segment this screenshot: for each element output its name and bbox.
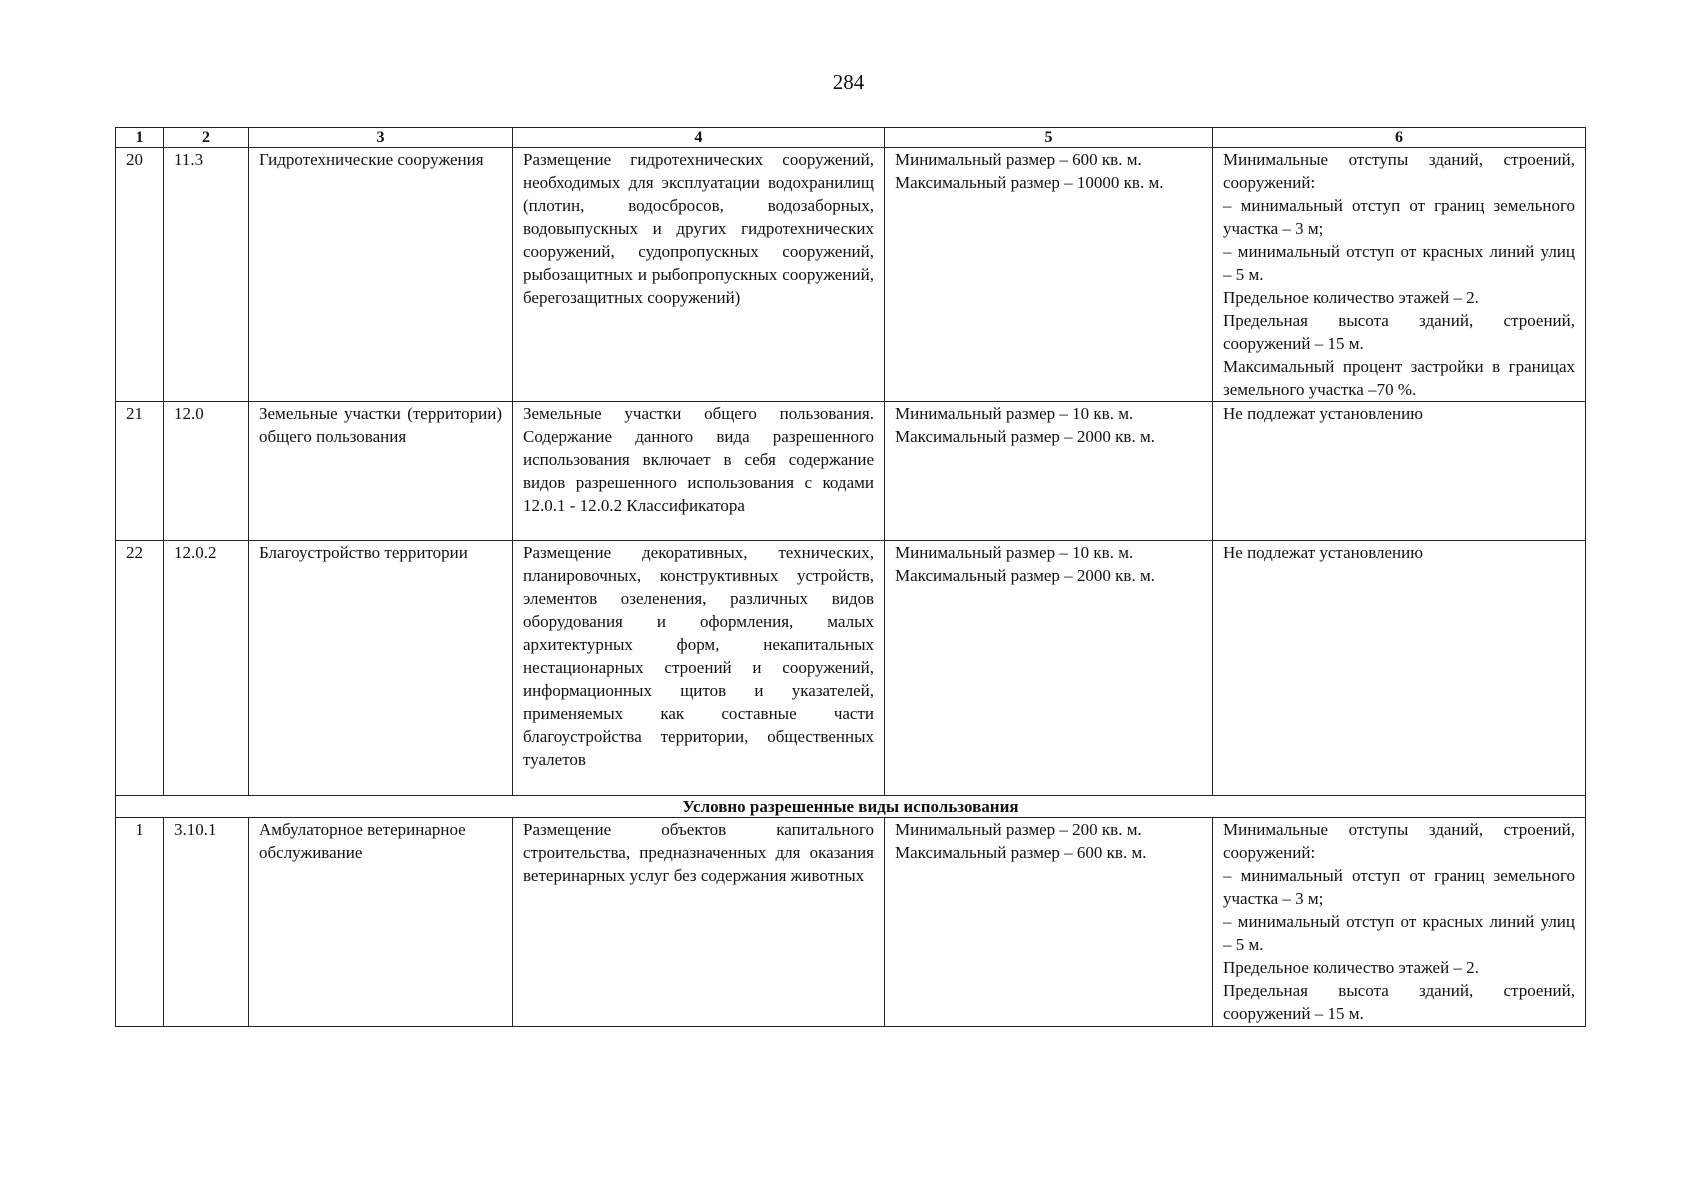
plot-size (885, 818, 1213, 1027)
page-number: 284 (832, 70, 865, 94)
column-header-4: 4 (513, 128, 885, 148)
table-row (116, 541, 1586, 796)
use-description: Размещение гидротехнических сооружений, необходимых для эксплуатации водохранилищ (плотин, водосбросов, водозаборных, водовыпускных и других гидротехнических сооружений, судопропускных сооружений, рыбозащитных и рыбопропускных сооружений, берегозащитных сооружений) (513, 148, 885, 402)
table-row (116, 402, 1586, 541)
param-line: – минимальный отступ от границ земельного участка – 3 м; (1223, 196, 1575, 238)
param-line: Минимальные отступы зданий, строений, сооружений: (1223, 150, 1575, 192)
plot-size-min: Минимальный размер – 10 кв. м. (895, 404, 1134, 423)
use-code: 12.0.2 (164, 541, 249, 796)
row-number: 1 (116, 818, 164, 1027)
row-number: 21 (116, 402, 164, 541)
use-description: Размещение объектов капитального строительства, предназначенных для оказания ветеринарных услуг без содержания животных (513, 818, 885, 1027)
use-name: Гидротехнические сооружения (249, 148, 513, 402)
use-name: Благоустройство территории (249, 541, 513, 796)
column-header-2: 2 (164, 128, 249, 148)
plot-size (885, 541, 1213, 796)
row-number: 20 (116, 148, 164, 402)
use-name: Земельные участки (территории) общего пользования (249, 402, 513, 541)
param-line: Предельная высота зданий, строений, сооружений – 15 м. (1223, 981, 1575, 1023)
build-params (1213, 148, 1586, 402)
plot-size-min: Минимальный размер – 10 кв. м. (895, 543, 1134, 562)
build-params (1213, 818, 1586, 1027)
plot-size-min: Минимальный размер – 200 кв. м. (895, 820, 1142, 839)
param-line: Не подлежат установлению (1223, 404, 1423, 423)
column-header-5: 5 (885, 128, 1213, 148)
plot-size-min: Минимальный размер – 600 кв. м. (895, 150, 1142, 169)
use-code: 11.3 (164, 148, 249, 402)
use-code: 3.10.1 (164, 818, 249, 1027)
section-heading-row (116, 796, 1586, 818)
plot-size-max: Максимальный размер – 10000 кв. м. (895, 173, 1164, 192)
land-use-table (115, 127, 1586, 1027)
section-heading: Условно разрешенные виды использования (116, 796, 1586, 818)
param-line: Предельная высота зданий, строений, сооружений – 15 м. (1223, 311, 1575, 353)
column-header-3: 3 (249, 128, 513, 148)
plot-size (885, 148, 1213, 402)
use-description: Размещение декоративных, технических, планировочных, конструктивных устройств, элементов озеленения, различных видов оборудования и оформления, малых архитектурных форм, некапитальных нестационарных строений и сооружений, информационных щитов и указателей, применяемых как составные части благоустройства территории, общественных туалетов (513, 541, 885, 796)
param-line: Максимальный процент застройки в границах земельного участка –70 %. (1223, 357, 1575, 399)
param-line: Не подлежат установлению (1223, 543, 1423, 562)
column-header-1: 1 (116, 128, 164, 148)
plot-size-max: Максимальный размер – 2000 кв. м. (895, 566, 1155, 585)
use-name: Амбулаторное ветеринарное обслуживание (249, 818, 513, 1027)
param-line: – минимальный отступ от красных линий улиц – 5 м. (1223, 912, 1575, 954)
column-number-row (116, 128, 1586, 148)
param-line: Предельное количество этажей – 2. (1223, 288, 1479, 307)
param-line: – минимальный отступ от красных линий улиц – 5 м. (1223, 242, 1575, 284)
param-line: Предельное количество этажей – 2. (1223, 958, 1479, 977)
build-params (1213, 402, 1586, 541)
param-line: Минимальные отступы зданий, строений, сооружений: (1223, 820, 1575, 862)
plot-size-max: Максимальный размер – 2000 кв. м. (895, 427, 1155, 446)
param-line: – минимальный отступ от границ земельного участка – 3 м; (1223, 866, 1575, 908)
table-row (116, 148, 1586, 402)
build-params (1213, 541, 1586, 796)
use-code: 12.0 (164, 402, 249, 541)
plot-size-max: Максимальный размер – 600 кв. м. (895, 843, 1147, 862)
row-number: 22 (116, 541, 164, 796)
table-row (116, 818, 1586, 1027)
column-header-6: 6 (1213, 128, 1586, 148)
plot-size (885, 402, 1213, 541)
use-description: Земельные участки общего пользования. Содержание данного вида разрешенного использования включает в себя содержание видов разрешенного использования с кодами 12.0.1 - 12.0.2 Классификатора (513, 402, 885, 541)
